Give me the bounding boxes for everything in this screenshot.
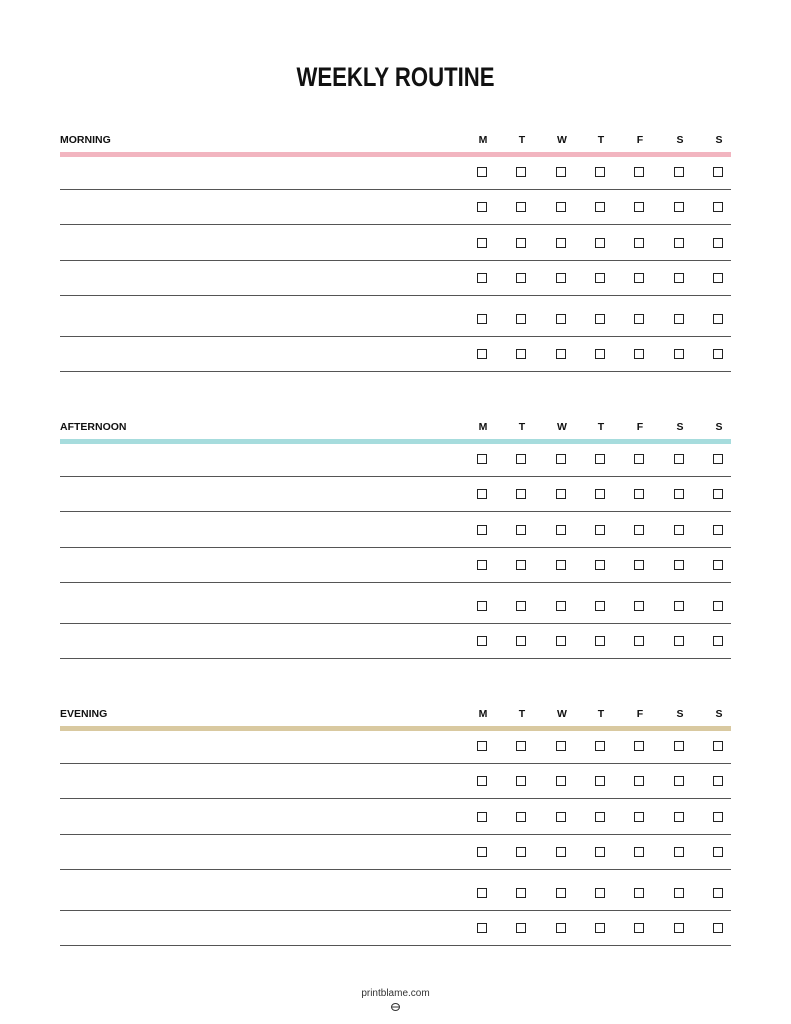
day-checkbox[interactable] bbox=[556, 601, 566, 611]
day-checkbox[interactable] bbox=[556, 202, 566, 212]
section-label: EVENING bbox=[60, 708, 108, 720]
day-checkbox[interactable] bbox=[477, 202, 487, 212]
day-label: F bbox=[636, 708, 644, 720]
section-header bbox=[60, 421, 731, 441]
day-checkbox[interactable] bbox=[634, 812, 644, 822]
day-checkbox[interactable] bbox=[713, 812, 723, 822]
day-checkbox[interactable] bbox=[634, 741, 644, 751]
day-checkbox[interactable] bbox=[556, 888, 566, 898]
day-checkbox[interactable] bbox=[595, 238, 605, 248]
day-label: W bbox=[557, 421, 567, 433]
day-checkbox[interactable] bbox=[674, 454, 684, 464]
routine-row[interactable] bbox=[60, 763, 731, 799]
day-checkbox[interactable] bbox=[713, 560, 723, 570]
day-checkbox[interactable] bbox=[674, 167, 684, 177]
day-checkbox[interactable] bbox=[595, 812, 605, 822]
day-checkbox[interactable] bbox=[477, 349, 487, 359]
day-checkbox[interactable] bbox=[634, 349, 644, 359]
day-label: T bbox=[597, 134, 605, 146]
day-checkbox[interactable] bbox=[595, 167, 605, 177]
day-label: F bbox=[636, 134, 644, 146]
day-checkbox[interactable] bbox=[634, 489, 644, 499]
day-checkbox[interactable] bbox=[477, 923, 487, 933]
routine-row[interactable] bbox=[60, 623, 731, 659]
day-checkbox[interactable] bbox=[595, 273, 605, 283]
day-checkbox[interactable] bbox=[516, 812, 526, 822]
day-checkbox[interactable] bbox=[713, 525, 723, 535]
day-checkbox[interactable] bbox=[516, 923, 526, 933]
day-checkbox[interactable] bbox=[595, 489, 605, 499]
routine-row[interactable] bbox=[60, 511, 731, 548]
day-checkbox[interactable] bbox=[713, 238, 723, 248]
day-checkbox[interactable] bbox=[674, 273, 684, 283]
day-checkbox[interactable] bbox=[713, 776, 723, 786]
day-checkbox[interactable] bbox=[516, 273, 526, 283]
day-checkbox[interactable] bbox=[556, 454, 566, 464]
day-checkbox[interactable] bbox=[595, 349, 605, 359]
day-checkbox[interactable] bbox=[516, 601, 526, 611]
day-checkbox[interactable] bbox=[713, 273, 723, 283]
day-checkbox[interactable] bbox=[634, 888, 644, 898]
routine-row[interactable] bbox=[60, 189, 731, 225]
day-checkbox[interactable] bbox=[477, 238, 487, 248]
day-checkbox[interactable] bbox=[674, 741, 684, 751]
routine-row[interactable] bbox=[60, 336, 731, 372]
day-checkbox[interactable] bbox=[477, 812, 487, 822]
day-checkbox[interactable] bbox=[477, 560, 487, 570]
day-checkbox[interactable] bbox=[516, 202, 526, 212]
day-checkbox[interactable] bbox=[516, 847, 526, 857]
day-checkbox[interactable] bbox=[674, 238, 684, 248]
day-checkbox[interactable] bbox=[556, 489, 566, 499]
day-checkbox[interactable] bbox=[516, 636, 526, 646]
day-checkbox[interactable] bbox=[556, 776, 566, 786]
day-checkbox[interactable] bbox=[634, 238, 644, 248]
day-checkbox[interactable] bbox=[674, 349, 684, 359]
day-label: S bbox=[676, 421, 684, 433]
day-checkbox[interactable] bbox=[556, 167, 566, 177]
day-checkbox[interactable] bbox=[477, 273, 487, 283]
day-label: T bbox=[518, 421, 526, 433]
day-label: T bbox=[518, 708, 526, 720]
day-label: S bbox=[676, 708, 684, 720]
day-checkbox[interactable] bbox=[516, 489, 526, 499]
day-checkbox[interactable] bbox=[713, 636, 723, 646]
day-checkbox[interactable] bbox=[713, 923, 723, 933]
day-checkbox[interactable] bbox=[516, 167, 526, 177]
section-label: AFTERNOON bbox=[60, 421, 127, 433]
day-checkbox[interactable] bbox=[595, 636, 605, 646]
footer-site[interactable]: printblame.com bbox=[361, 988, 430, 999]
day-checkbox[interactable] bbox=[556, 812, 566, 822]
day-checkbox[interactable] bbox=[477, 167, 487, 177]
day-checkbox[interactable] bbox=[674, 489, 684, 499]
section-1 bbox=[60, 421, 731, 441]
day-checkbox[interactable] bbox=[595, 888, 605, 898]
day-label: S bbox=[676, 134, 684, 146]
day-checkbox[interactable] bbox=[595, 454, 605, 464]
routine-row[interactable] bbox=[60, 731, 731, 764]
day-checkbox[interactable] bbox=[595, 741, 605, 751]
day-checkbox[interactable] bbox=[556, 923, 566, 933]
day-label: M bbox=[478, 708, 488, 720]
day-label: T bbox=[597, 708, 605, 720]
day-checkbox[interactable] bbox=[477, 636, 487, 646]
day-checkbox[interactable] bbox=[634, 525, 644, 535]
day-checkbox[interactable] bbox=[556, 238, 566, 248]
day-checkbox[interactable] bbox=[634, 636, 644, 646]
day-label: S bbox=[715, 708, 723, 720]
section-label: MORNING bbox=[60, 134, 111, 146]
routine-row[interactable] bbox=[60, 834, 731, 870]
routine-row[interactable] bbox=[60, 444, 731, 477]
day-checkbox[interactable] bbox=[477, 776, 487, 786]
day-checkbox[interactable] bbox=[477, 454, 487, 464]
day-checkbox[interactable] bbox=[634, 776, 644, 786]
day-checkbox[interactable] bbox=[516, 314, 526, 324]
routine-row[interactable] bbox=[60, 295, 731, 337]
day-checkbox[interactable] bbox=[713, 454, 723, 464]
day-label: S bbox=[715, 134, 723, 146]
day-checkbox[interactable] bbox=[477, 741, 487, 751]
routine-row[interactable] bbox=[60, 260, 731, 296]
day-checkbox[interactable] bbox=[477, 525, 487, 535]
day-checkbox[interactable] bbox=[674, 923, 684, 933]
day-checkbox[interactable] bbox=[713, 741, 723, 751]
day-checkbox[interactable] bbox=[595, 776, 605, 786]
routine-row[interactable] bbox=[60, 224, 731, 261]
day-checkbox[interactable] bbox=[634, 273, 644, 283]
day-checkbox[interactable] bbox=[556, 847, 566, 857]
day-checkbox[interactable] bbox=[516, 560, 526, 570]
day-checkbox[interactable] bbox=[713, 167, 723, 177]
day-checkbox[interactable] bbox=[674, 812, 684, 822]
section-0 bbox=[60, 134, 731, 154]
day-label: M bbox=[478, 134, 488, 146]
routine-row[interactable] bbox=[60, 157, 731, 190]
day-checkbox[interactable] bbox=[516, 776, 526, 786]
printblame-logo-icon bbox=[391, 1003, 400, 1011]
day-checkbox[interactable] bbox=[556, 349, 566, 359]
day-checkbox[interactable] bbox=[516, 741, 526, 751]
day-label: M bbox=[478, 421, 488, 433]
section-header bbox=[60, 134, 731, 154]
routine-row[interactable] bbox=[60, 798, 731, 835]
day-checkbox[interactable] bbox=[713, 314, 723, 324]
page-title: WEEKLY ROUTINE bbox=[296, 62, 495, 92]
routine-row[interactable] bbox=[60, 476, 731, 512]
day-checkbox[interactable] bbox=[556, 273, 566, 283]
day-checkbox[interactable] bbox=[595, 560, 605, 570]
day-label: S bbox=[715, 421, 723, 433]
day-label: T bbox=[518, 134, 526, 146]
day-checkbox[interactable] bbox=[477, 847, 487, 857]
day-checkbox[interactable] bbox=[634, 314, 644, 324]
routine-row[interactable] bbox=[60, 910, 731, 946]
day-checkbox[interactable] bbox=[713, 349, 723, 359]
day-checkbox[interactable] bbox=[713, 489, 723, 499]
day-label: W bbox=[557, 134, 567, 146]
day-checkbox[interactable] bbox=[516, 238, 526, 248]
day-checkbox[interactable] bbox=[713, 888, 723, 898]
day-checkbox[interactable] bbox=[516, 888, 526, 898]
day-checkbox[interactable] bbox=[595, 923, 605, 933]
section-header bbox=[60, 708, 731, 728]
day-checkbox[interactable] bbox=[595, 525, 605, 535]
day-checkbox[interactable] bbox=[674, 776, 684, 786]
day-checkbox[interactable] bbox=[556, 636, 566, 646]
day-checkbox[interactable] bbox=[477, 489, 487, 499]
day-checkbox[interactable] bbox=[674, 601, 684, 611]
day-checkbox[interactable] bbox=[634, 560, 644, 570]
day-checkbox[interactable] bbox=[516, 349, 526, 359]
day-label: T bbox=[597, 421, 605, 433]
day-checkbox[interactable] bbox=[713, 847, 723, 857]
day-checkbox[interactable] bbox=[634, 167, 644, 177]
day-checkbox[interactable] bbox=[477, 888, 487, 898]
routine-row[interactable] bbox=[60, 582, 731, 624]
day-checkbox[interactable] bbox=[595, 202, 605, 212]
section-2 bbox=[60, 708, 731, 728]
day-checkbox[interactable] bbox=[674, 560, 684, 570]
day-checkbox[interactable] bbox=[674, 888, 684, 898]
routine-row[interactable] bbox=[60, 547, 731, 583]
day-checkbox[interactable] bbox=[634, 923, 644, 933]
day-checkbox[interactable] bbox=[634, 454, 644, 464]
day-checkbox[interactable] bbox=[556, 525, 566, 535]
day-label: W bbox=[557, 708, 567, 720]
day-checkbox[interactable] bbox=[556, 741, 566, 751]
day-checkbox[interactable] bbox=[477, 314, 487, 324]
day-checkbox[interactable] bbox=[516, 454, 526, 464]
routine-row[interactable] bbox=[60, 869, 731, 911]
day-label: F bbox=[636, 421, 644, 433]
day-checkbox[interactable] bbox=[674, 636, 684, 646]
day-checkbox[interactable] bbox=[674, 847, 684, 857]
day-checkbox[interactable] bbox=[556, 560, 566, 570]
day-checkbox[interactable] bbox=[713, 202, 723, 212]
day-checkbox[interactable] bbox=[634, 601, 644, 611]
day-checkbox[interactable] bbox=[674, 314, 684, 324]
day-checkbox[interactable] bbox=[595, 847, 605, 857]
day-checkbox[interactable] bbox=[595, 314, 605, 324]
day-checkbox[interactable] bbox=[556, 314, 566, 324]
day-checkbox[interactable] bbox=[713, 601, 723, 611]
day-checkbox[interactable] bbox=[674, 525, 684, 535]
day-checkbox[interactable] bbox=[634, 847, 644, 857]
day-checkbox[interactable] bbox=[595, 601, 605, 611]
day-checkbox[interactable] bbox=[674, 202, 684, 212]
day-checkbox[interactable] bbox=[634, 202, 644, 212]
day-checkbox[interactable] bbox=[516, 525, 526, 535]
day-checkbox[interactable] bbox=[477, 601, 487, 611]
